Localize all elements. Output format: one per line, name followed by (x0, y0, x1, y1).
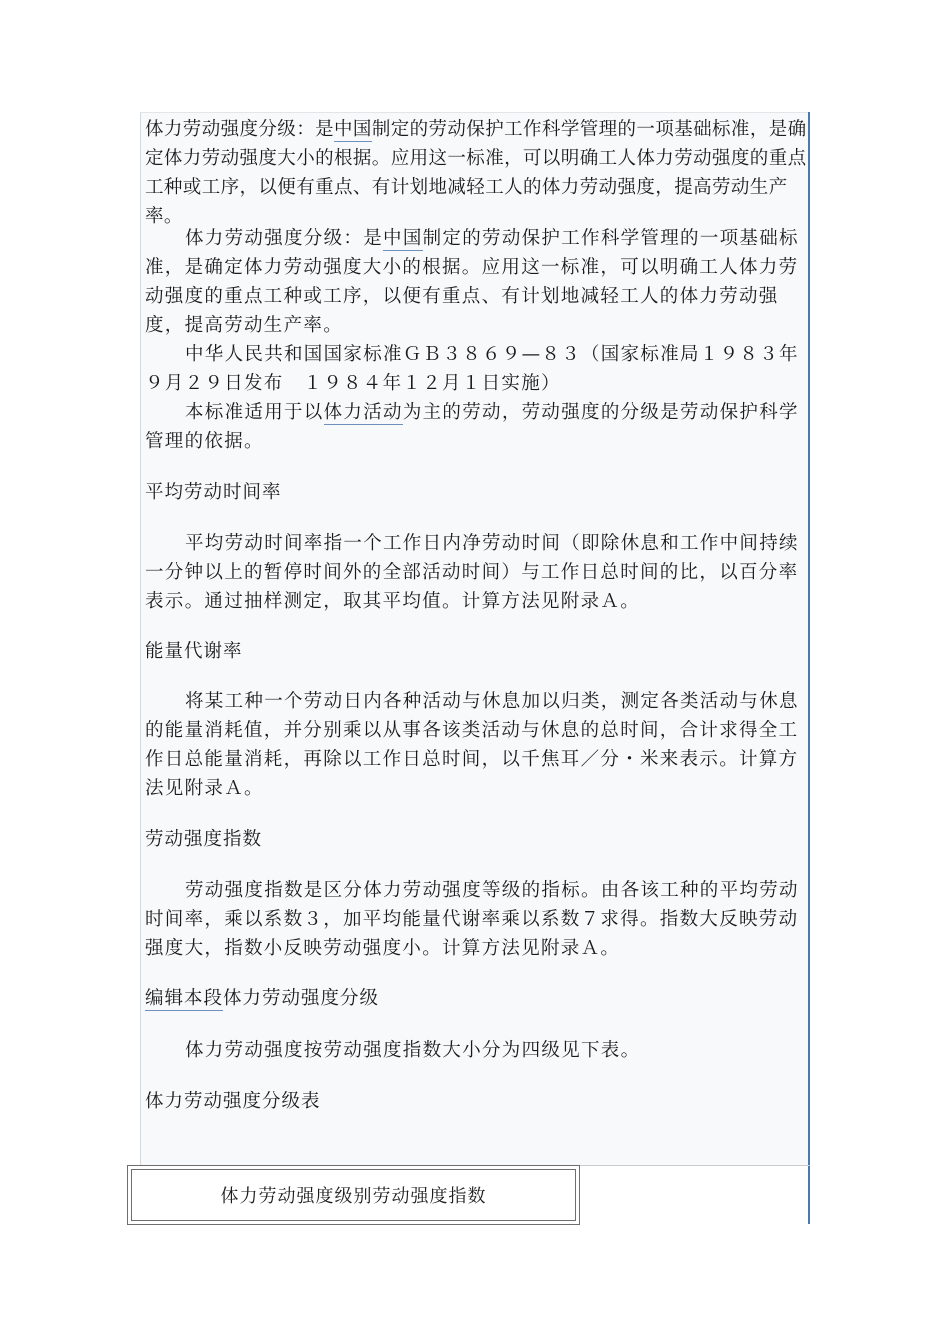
scope-text-end: 为主的劳动，劳动强度的分级是劳动保护科学管理的依据。 (145, 402, 799, 452)
intro-paragraph (145, 115, 810, 231)
grading-table-title: 体力劳动强度分级表 (145, 1091, 321, 1112)
time-rate-paragraph: 平均劳动时间率指一个工作日内净劳动时间（即除休息和工作中间持续一分钟以上的暂停时间外的全部活动时间）与工作日总时间的比，以百分率表示。通过抽样测定，取其平均值。计算方法见附录Ａ。 (145, 533, 799, 612)
scope-text-start: 本标准适用于以 (185, 402, 324, 423)
intro-text-end: 制定的劳动保护工作科学管理的一项基础标准，是确定体力劳动强度大小的根据。应用这一标准，可以明确工人体力劳动强度的重点工种或工序，以便有重点、有计划地减轻工人的体力劳动强度，提高劳动生产率。 (145, 119, 807, 227)
link-china-2[interactable]: 中国 (383, 228, 423, 249)
heading-labor-intensity-index: 劳动强度指数 (145, 829, 263, 850)
table-header-cell: 体力劳动强度级别劳动强度指数 (131, 1169, 576, 1221)
scope-paragraph (145, 398, 810, 456)
link-physical-activity[interactable]: 体力活动 (323, 402, 403, 423)
index-paragraph: 劳动强度指数是区分体力劳动强度等级的指标。由各该工种的平均劳动时间率，乘以系数３，加平均能量代谢率乘以系数７求得。指数大反映劳动强度大，指数小反映劳动强度小。计算方法见附录Ａ。 (145, 880, 799, 959)
intro-text-start: 体力劳动强度分级：是 (145, 119, 335, 140)
link-china[interactable]: 中国 (334, 119, 372, 140)
grading-heading-text: 体力劳动强度分级 (223, 988, 380, 1009)
section-heading-grading (145, 984, 810, 1013)
heading-average-labor-time-rate: 平均劳动时间率 (145, 482, 282, 503)
heading-energy-metabolic-rate: 能量代谢率 (145, 641, 243, 662)
edit-section-link[interactable]: 编辑本段 (145, 988, 224, 1009)
repeat-paragraph (145, 224, 810, 340)
grading-table (127, 1165, 580, 1225)
energy-paragraph: 将某工种一个劳动日内各种活动与休息加以归类，测定各类活动与休息的能量消耗值，并分别乘以从事各该类活动与休息的总时间，合计求得全工作日总能量消耗，再除以工作日总时间，以千焦耳／分・米来表示。计算方法见附录Ａ。 (145, 691, 799, 799)
repeat-text-end: 制定的劳动保护工作科学管理的一项基础标准，是确定体力劳动强度大小的根据。应用这一标准，可以明确工人体力劳动强度的重点工种或工序，以便有重点、有计划地减轻工人的体力劳动强度，提高劳动生产率。 (145, 228, 799, 336)
repeat-text-start: 体力劳动强度分级：是 (185, 228, 384, 249)
panel-bottom-border (560, 1165, 810, 1166)
grading-paragraph: 体力劳动强度按劳动强度指数大小分为四级见下表。 (185, 1040, 641, 1061)
standard-paragraph: 中华人民共和国国家标准ＧＢ３８６９—８３（国家标准局１９８３年９月２９日发布 １９８４年１２月１日实施） (145, 344, 799, 394)
